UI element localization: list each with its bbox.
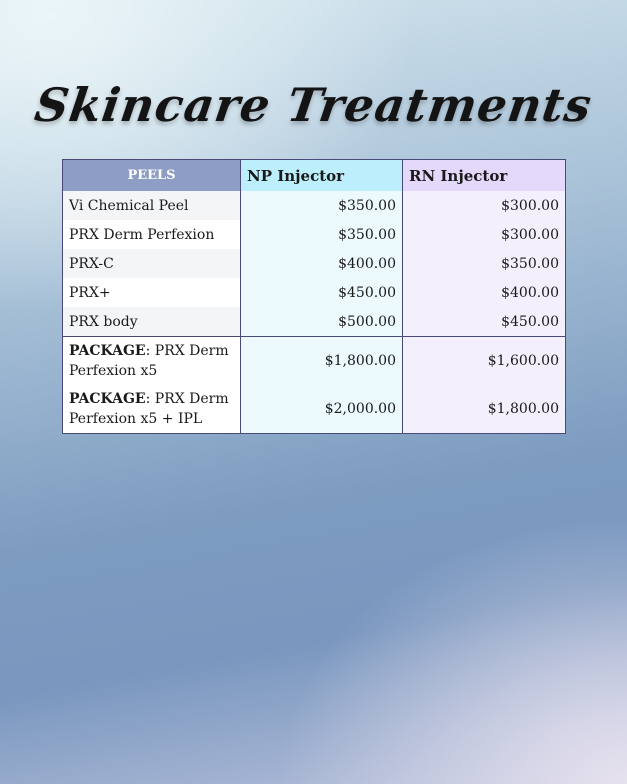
rn-price: $450.00	[403, 307, 566, 337]
package-row	[63, 385, 566, 434]
rn-price: $300.00	[403, 220, 566, 249]
treatment-name: PRX Derm Perfexion	[63, 220, 241, 249]
treatment-name: PRX-C	[63, 249, 241, 278]
table-row	[63, 278, 566, 307]
table-row	[63, 307, 566, 337]
rn-price: $1,600.00	[403, 337, 566, 386]
price-table	[62, 159, 566, 434]
rn-price: $300.00	[403, 191, 566, 220]
package-row	[63, 337, 566, 386]
np-price: $350.00	[241, 191, 403, 220]
package-description: : PRX Derm Perfexion x5	[69, 343, 229, 379]
table-row	[63, 220, 566, 249]
package-name	[63, 337, 241, 386]
package-description: : PRX Derm Perfexion x5 + IPL	[69, 391, 229, 427]
rn-price: $400.00	[403, 278, 566, 307]
np-price: $500.00	[241, 307, 403, 337]
np-price: $2,000.00	[241, 385, 403, 434]
treatment-name: PRX+	[63, 278, 241, 307]
page-title: Skincare Treatments	[31, 78, 596, 132]
rn-price: $1,800.00	[403, 385, 566, 434]
column-header-peels: PEELS	[63, 160, 241, 192]
column-header-np-injector: NP Injector	[241, 160, 403, 192]
package-name	[63, 385, 241, 434]
table-row	[63, 191, 566, 220]
np-price: $350.00	[241, 220, 403, 249]
rn-price: $350.00	[403, 249, 566, 278]
treatment-name: PRX body	[63, 307, 241, 337]
package-label: PACKAGE	[69, 391, 146, 407]
column-header-rn-injector: RN Injector	[403, 160, 566, 192]
np-price: $1,800.00	[241, 337, 403, 386]
np-price: $450.00	[241, 278, 403, 307]
table-row	[63, 249, 566, 278]
table-header-row	[63, 160, 566, 192]
treatment-name: Vi Chemical Peel	[63, 191, 241, 220]
np-price: $400.00	[241, 249, 403, 278]
package-label: PACKAGE	[69, 343, 146, 359]
